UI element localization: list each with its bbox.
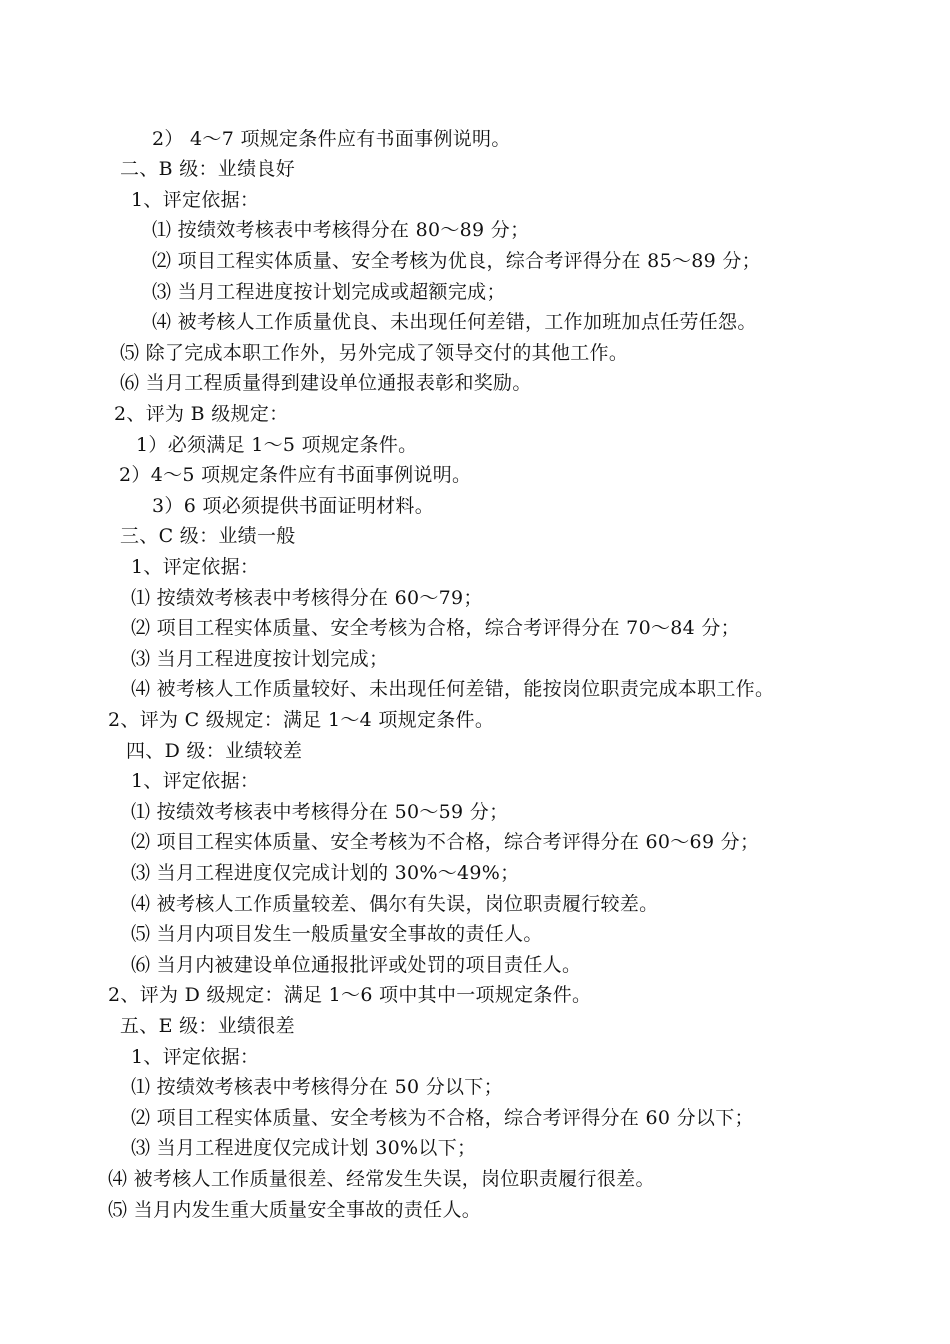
list-item: ⑸ 当月内项目发生一般质量安全事故的责任人。 <box>131 923 543 945</box>
list-item: ⑸ 除了完成本职工作外，另外完成了领导交付的其他工作。 <box>120 342 629 364</box>
list-item: ⑵ 项目工程实体质量、安全考核为不合格，综合考评得分在 60～69 分； <box>131 831 760 853</box>
list-item: ⑷ 被考核人工作质量较差、偶尔有失误，岗位职责履行较差。 <box>131 893 659 915</box>
list-item: ⑴ 按绩效考核表中考核得分在 50～59 分； <box>131 801 509 823</box>
list-item: ⑴ 按绩效考核表中考核得分在 80～89 分； <box>152 219 530 241</box>
list-item: ⑷ 被考核人工作质量很差、经常发生失误，岗位职责履行很差。 <box>108 1168 655 1190</box>
section-heading: 三、C 级：业绩一般 <box>120 525 296 547</box>
list-item: ⑶ 当月工程进度按计划完成或超额完成； <box>152 281 506 303</box>
list-item: ⑹ 当月工程质量得到建设单位通报表彰和奖励。 <box>120 372 532 394</box>
list-item: ⑶ 当月工程进度按计划完成； <box>131 648 389 670</box>
section-heading: 五、E 级：业绩很差 <box>120 1015 295 1037</box>
section-heading: 四、D 级：业绩较差 <box>126 740 303 762</box>
list-item: ⑵ 项目工程实体质量、安全考核为不合格，综合考评得分在 60 分以下； <box>131 1107 754 1129</box>
list-item: ⑷ 被考核人工作质量较好、未出现任何差错，能按岗位职责完成本职工作。 <box>131 678 775 700</box>
text-line: 1、评定依据： <box>131 770 260 792</box>
list-item: ⑷ 被考核人工作质量优良、未出现任何差错，工作加班加点任劳任怨。 <box>152 311 757 333</box>
text-line: 1、评定依据： <box>131 556 260 578</box>
list-item: ⑸ 当月内发生重大质量安全事故的责任人。 <box>108 1199 482 1221</box>
list-item: ⑴ 按绩效考核表中考核得分在 50 分以下； <box>131 1076 503 1098</box>
text-line: 3）6 项必须提供书面证明材料。 <box>152 495 435 517</box>
text-line: 2、评为 D 级规定：满足 1～6 项中其中一项规定条件。 <box>108 984 592 1006</box>
list-item: ⑶ 当月工程进度仅完成计划的 30%～49%； <box>131 862 520 884</box>
text-line: 2、评为 B 级规定： <box>114 403 289 425</box>
text-line: 2） 4～7 项规定条件应有书面事例说明。 <box>152 128 511 150</box>
text-line: 1）必须满足 1～5 项规定条件。 <box>136 434 418 456</box>
text-line: 1、评定依据： <box>131 189 260 211</box>
list-item: ⑵ 项目工程实体质量、安全考核为优良，综合考评得分在 85～89 分； <box>152 250 761 272</box>
list-item: ⑶ 当月工程进度仅完成计划 30%以下； <box>131 1137 477 1159</box>
text-line: 2、评为 C 级规定：满足 1～4 项规定条件。 <box>108 709 495 731</box>
text-line: 2）4～5 项规定条件应有书面事例说明。 <box>119 464 472 486</box>
list-item: ⑹ 当月内被建设单位通报批评或处罚的项目责任人。 <box>131 954 582 976</box>
section-heading: 二、B 级：业绩良好 <box>120 158 296 180</box>
list-item: ⑵ 项目工程实体质量、安全考核为合格，综合考评得分在 70～84 分； <box>131 617 740 639</box>
list-item: ⑴ 按绩效考核表中考核得分在 60～79； <box>131 587 483 609</box>
text-line: 1、评定依据： <box>131 1046 260 1068</box>
